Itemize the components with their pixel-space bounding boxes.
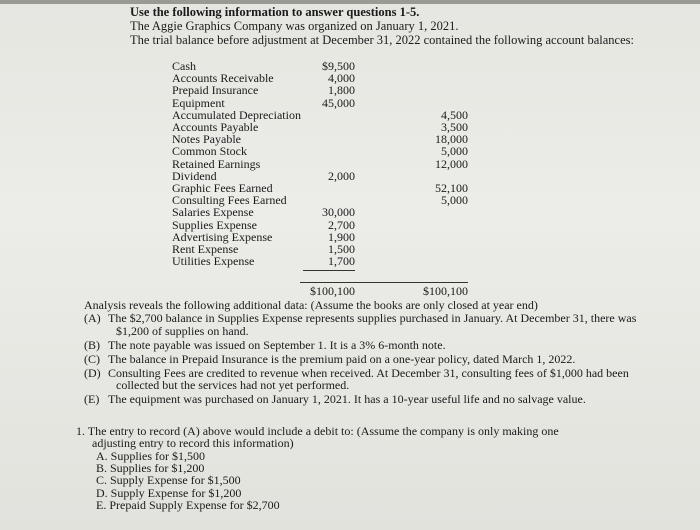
account-name: Dividend — [172, 168, 217, 183]
account-credit: 52,100 — [435, 181, 468, 195]
account-debit: 2,700 — [328, 217, 355, 232]
account-credit: 5,000 — [441, 193, 468, 208]
answer-option: B. Supplies for $1,200 — [96, 460, 205, 475]
account-name: Accumulated Depreciation — [172, 107, 301, 122]
account-debit: 45,000 — [322, 95, 355, 110]
account-debit: $9,500 — [322, 59, 355, 73]
question-text: 1. The entry to record (A) above would include a debit to: (Assume the company is only making one — [76, 424, 559, 438]
analysis-item-text: The balance in Prepaid Insurance is the premium paid on a one-year policy, dated March 1, 2022. — [108, 351, 576, 366]
account-name: Retained Earnings — [172, 156, 261, 171]
analysis-item-letter: (C) — [84, 351, 100, 366]
analysis-item-text: The $2,700 balance in Supplies Expense represents supplies purchased in January. At December 31, there was — [108, 311, 637, 325]
credit-total: $100,100 — [423, 284, 468, 298]
account-name: Advertising Expense — [172, 229, 273, 244]
account-credit: 5,000 — [441, 144, 468, 159]
answer-option: A. Supplies for $1,500 — [96, 448, 205, 463]
account-name: Graphic Fees Earned — [172, 181, 273, 195]
account-name: Cash — [172, 59, 196, 73]
account-debit: 1,700 — [328, 254, 355, 269]
company-line: The Aggie Graphics Company was organized on January 1, 2021. — [130, 19, 459, 33]
analysis-item-letter: (A) — [84, 311, 101, 325]
account-name: Utilities Expense — [172, 254, 255, 269]
analysis-intro: Analysis reveals the following additional data: (Assume the books are only closed at year end) — [84, 298, 538, 312]
account-credit: 3,500 — [441, 120, 468, 134]
account-name: Notes Payable — [172, 132, 241, 147]
top-edge — [0, 0, 700, 4]
answer-option: E. Prepaid Supply Expense for $2,700 — [96, 497, 280, 512]
account-name: Salaries Expense — [172, 205, 254, 220]
account-name: Supplies Expense — [172, 217, 257, 232]
analysis-item-text: $1,200 of supplies on hand. — [116, 323, 249, 338]
analysis-item-text: Consulting Fees are credited to revenue when received. At December 31, consulting fees of $1,000 had been — [108, 365, 629, 380]
account-name: Rent Expense — [172, 242, 239, 256]
analysis-item-text: The equipment was purchased on January 1, 2021. It has a 10-year useful life and no salvage value. — [108, 392, 586, 406]
account-credit: 4,500 — [441, 107, 468, 122]
answer-option: C. Supply Expense for $1,500 — [96, 473, 241, 488]
account-name: Accounts Payable — [172, 120, 259, 134]
trial-balance-intro: The trial balance before adjustment at December 31, 2022 contained the following account balances: — [130, 33, 634, 47]
instructions-heading: Use the following information to answer questions 1-5. — [130, 5, 420, 19]
analysis-item-text: The note payable was issued on September 1. It is a 3% 6-month note. — [108, 337, 446, 352]
account-debit: 4,000 — [328, 71, 355, 86]
answer-option: D. Supply Expense for $1,200 — [96, 485, 242, 500]
account-name: Consulting Fees Earned — [172, 193, 287, 208]
account-name: Prepaid Insurance — [172, 83, 259, 98]
account-debit: 1,800 — [328, 83, 355, 98]
analysis-item-text: collected but the services had not yet performed. — [116, 378, 350, 392]
account-debit: 1,500 — [328, 242, 355, 256]
account-credit: 12,000 — [435, 156, 468, 171]
account-debit: 2,000 — [328, 168, 355, 183]
account-name: Common Stock — [172, 144, 248, 159]
account-debit: 30,000 — [322, 205, 355, 220]
analysis-item-letter: (D) — [84, 365, 101, 380]
analysis-item-letter: (E) — [84, 392, 100, 406]
account-name: Accounts Receivable — [172, 71, 274, 86]
account-credit: 18,000 — [435, 132, 468, 147]
account-debit: 1,900 — [328, 229, 355, 244]
analysis-item-letter: (B) — [84, 337, 100, 352]
question-text: adjusting entry to record this information) — [92, 436, 294, 451]
debit-total: $100,100 — [310, 284, 355, 298]
account-name: Equipment — [172, 95, 225, 110]
debit-total-rule — [303, 270, 355, 271]
total-rule — [300, 282, 468, 283]
